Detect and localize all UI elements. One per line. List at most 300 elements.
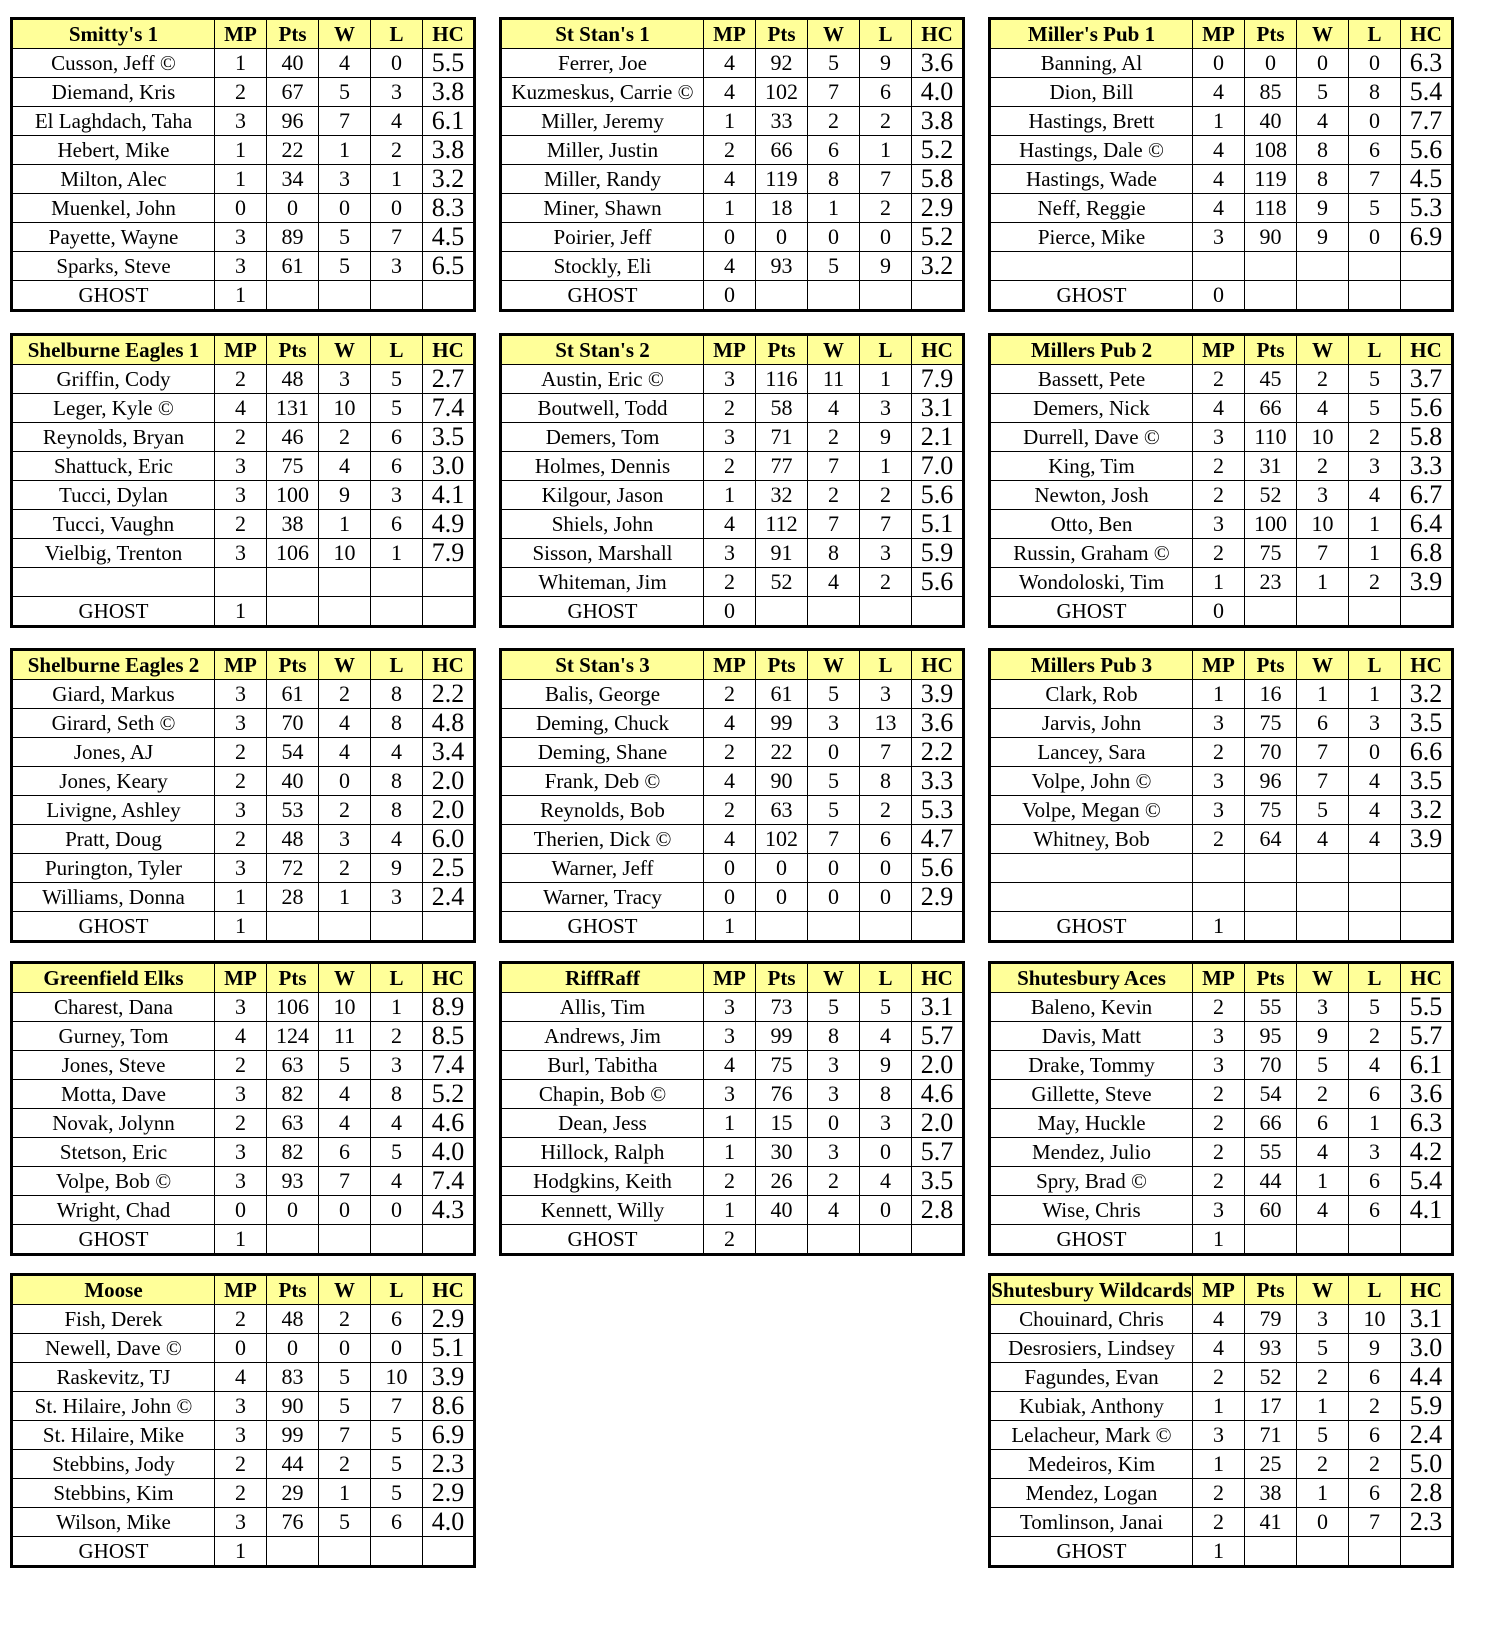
pts-cell: 75 <box>756 1051 808 1080</box>
player-row <box>990 1508 1453 1537</box>
pts-cell: 53 <box>267 796 319 825</box>
l-cell <box>860 912 912 942</box>
player-row <box>12 738 475 767</box>
player-row <box>501 825 964 854</box>
w-cell: 0 <box>319 1196 371 1225</box>
mp-cell: 3 <box>704 539 756 568</box>
pts-cell: 0 <box>1245 49 1297 78</box>
player-name: Wise, Chris <box>990 1196 1193 1225</box>
team-table-millers-pub-3 <box>988 648 1454 943</box>
player-name: Milton, Alec <box>12 165 215 194</box>
mp-cell: 1 <box>215 883 267 912</box>
mp-cell: 3 <box>215 680 267 709</box>
mp-cell: 2 <box>1193 1479 1245 1508</box>
w-cell: 11 <box>319 1022 371 1051</box>
pts-cell <box>756 1225 808 1255</box>
player-row <box>12 680 475 709</box>
l-cell: 8 <box>371 680 423 709</box>
mp-cell: 4 <box>704 709 756 738</box>
player-name: Austin, Eric © <box>501 365 704 394</box>
player-name: Jones, AJ <box>12 738 215 767</box>
w-cell: 0 <box>319 194 371 223</box>
l-cell <box>371 1537 423 1567</box>
column-header-mp: MP <box>704 19 756 49</box>
column-header-pts: Pts <box>756 650 808 680</box>
mp-cell: 2 <box>1193 1508 1245 1537</box>
player-row <box>990 1080 1453 1109</box>
player-row <box>990 1421 1453 1450</box>
pts-cell: 61 <box>756 680 808 709</box>
player-row <box>990 423 1453 452</box>
l-cell: 7 <box>1349 165 1401 194</box>
column-header-hc: HC <box>423 963 475 993</box>
player-name: Giard, Markus <box>12 680 215 709</box>
player-row <box>501 194 964 223</box>
hc-cell: 3.2 <box>912 252 964 281</box>
w-cell: 5 <box>808 993 860 1022</box>
player-name: GHOST <box>501 912 704 942</box>
hc-cell: 4.6 <box>912 1080 964 1109</box>
hc-cell <box>423 597 475 627</box>
hc-cell: 5.9 <box>1401 1392 1453 1421</box>
pts-cell: 85 <box>1245 78 1297 107</box>
w-cell <box>1297 597 1349 627</box>
pts-cell: 40 <box>267 767 319 796</box>
player-name: Hillock, Ralph <box>501 1138 704 1167</box>
mp-cell: 3 <box>1193 709 1245 738</box>
l-cell: 1 <box>860 136 912 165</box>
w-cell: 0 <box>1297 49 1349 78</box>
mp-cell: 2 <box>215 825 267 854</box>
column-header-w: W <box>319 1275 371 1305</box>
hc-cell: 8.9 <box>423 993 475 1022</box>
column-header-hc: HC <box>423 650 475 680</box>
mp-cell: 3 <box>215 1167 267 1196</box>
player-name: Kuzmeskus, Carrie © <box>501 78 704 107</box>
player-row <box>12 452 475 481</box>
hc-cell: 2.0 <box>912 1051 964 1080</box>
mp-cell: 4 <box>704 165 756 194</box>
l-cell <box>1349 1225 1401 1255</box>
w-cell: 2 <box>319 854 371 883</box>
hc-cell: 2.4 <box>423 883 475 912</box>
hc-cell <box>1401 1225 1453 1255</box>
w-cell: 3 <box>319 365 371 394</box>
hc-cell: 3.5 <box>423 423 475 452</box>
l-cell: 6 <box>1349 1167 1401 1196</box>
player-row <box>501 854 964 883</box>
player-row <box>501 912 964 942</box>
player-name: Newton, Josh <box>990 481 1193 510</box>
w-cell: 5 <box>319 223 371 252</box>
column-header-l: L <box>1349 650 1401 680</box>
player-row <box>12 1051 475 1080</box>
mp-cell: 1 <box>215 136 267 165</box>
hc-cell: 4.2 <box>1401 1138 1453 1167</box>
l-cell: 2 <box>860 194 912 223</box>
w-cell: 3 <box>808 1080 860 1109</box>
player-name: GHOST <box>990 1537 1193 1567</box>
mp-cell: 2 <box>215 1051 267 1080</box>
mp-cell: 0 <box>704 597 756 627</box>
l-cell: 3 <box>860 394 912 423</box>
pts-cell: 100 <box>267 481 319 510</box>
mp-cell <box>1193 252 1245 281</box>
hc-cell: 6.7 <box>1401 481 1453 510</box>
player-row <box>990 912 1453 942</box>
l-cell: 10 <box>1349 1305 1401 1334</box>
pts-cell: 15 <box>756 1109 808 1138</box>
pts-cell <box>1245 252 1297 281</box>
player-row <box>990 854 1453 883</box>
w-cell: 0 <box>808 1109 860 1138</box>
player-row <box>990 796 1453 825</box>
hc-cell: 3.1 <box>912 394 964 423</box>
l-cell: 0 <box>1349 49 1401 78</box>
hc-cell: 3.6 <box>912 49 964 78</box>
column-header-mp: MP <box>215 335 267 365</box>
mp-cell: 3 <box>215 452 267 481</box>
l-cell: 9 <box>860 1051 912 1080</box>
w-cell: 2 <box>808 107 860 136</box>
team-name: Millers Pub 2 <box>990 335 1193 365</box>
player-row <box>990 539 1453 568</box>
l-cell: 0 <box>860 883 912 912</box>
l-cell: 6 <box>1349 1421 1401 1450</box>
pts-cell: 54 <box>1245 1080 1297 1109</box>
player-row <box>12 223 475 252</box>
column-header-l: L <box>860 650 912 680</box>
player-row <box>990 1225 1453 1255</box>
pts-cell: 40 <box>267 49 319 78</box>
player-row <box>990 1167 1453 1196</box>
player-row <box>12 709 475 738</box>
player-row <box>501 394 964 423</box>
player-name: Sparks, Steve <box>12 252 215 281</box>
pts-cell: 90 <box>267 1392 319 1421</box>
mp-cell: 3 <box>704 1080 756 1109</box>
hc-cell: 6.4 <box>1401 510 1453 539</box>
l-cell: 5 <box>371 1450 423 1479</box>
w-cell <box>319 912 371 942</box>
pts-cell: 102 <box>756 78 808 107</box>
pts-cell: 124 <box>267 1022 319 1051</box>
mp-cell: 2 <box>215 1450 267 1479</box>
mp-cell: 0 <box>215 1334 267 1363</box>
w-cell: 7 <box>808 825 860 854</box>
column-header-l: L <box>1349 19 1401 49</box>
player-row <box>501 252 964 281</box>
player-name: Jarvis, John <box>990 709 1193 738</box>
player-row <box>501 510 964 539</box>
l-cell: 0 <box>1349 738 1401 767</box>
mp-cell: 2 <box>215 365 267 394</box>
mp-cell: 2 <box>215 1109 267 1138</box>
player-row <box>501 993 964 1022</box>
mp-cell: 2 <box>215 738 267 767</box>
mp-cell: 3 <box>215 796 267 825</box>
player-name <box>990 854 1193 883</box>
pts-cell: 89 <box>267 223 319 252</box>
mp-cell: 2 <box>1193 365 1245 394</box>
pts-cell: 66 <box>756 136 808 165</box>
mp-cell: 1 <box>215 49 267 78</box>
w-cell: 10 <box>319 394 371 423</box>
hc-cell: 5.6 <box>912 568 964 597</box>
player-row <box>12 883 475 912</box>
column-header-hc: HC <box>1401 963 1453 993</box>
w-cell: 7 <box>1297 738 1349 767</box>
hc-cell: 3.5 <box>1401 709 1453 738</box>
l-cell: 5 <box>1349 194 1401 223</box>
w-cell: 9 <box>1297 223 1349 252</box>
player-name: Fagundes, Evan <box>990 1363 1193 1392</box>
pts-cell: 55 <box>1245 993 1297 1022</box>
player-row <box>12 1334 475 1363</box>
hc-cell: 5.0 <box>1401 1450 1453 1479</box>
player-name: GHOST <box>12 1225 215 1255</box>
w-cell: 5 <box>319 1051 371 1080</box>
w-cell: 4 <box>808 568 860 597</box>
hc-cell: 3.0 <box>1401 1334 1453 1363</box>
player-row <box>501 1080 964 1109</box>
hc-cell: 5.2 <box>912 223 964 252</box>
pts-cell: 77 <box>756 452 808 481</box>
w-cell: 9 <box>319 481 371 510</box>
l-cell: 4 <box>371 107 423 136</box>
mp-cell: 4 <box>1193 194 1245 223</box>
mp-cell: 2 <box>1193 825 1245 854</box>
w-cell: 10 <box>1297 510 1349 539</box>
w-cell: 1 <box>1297 568 1349 597</box>
team-name: Greenfield Elks <box>12 963 215 993</box>
w-cell: 1 <box>808 194 860 223</box>
player-row <box>12 107 475 136</box>
l-cell: 5 <box>1349 993 1401 1022</box>
player-row <box>501 767 964 796</box>
pts-cell: 92 <box>756 49 808 78</box>
column-header-w: W <box>1297 650 1349 680</box>
w-cell: 9 <box>1297 194 1349 223</box>
hc-cell <box>912 281 964 311</box>
player-name: Burl, Tabitha <box>501 1051 704 1080</box>
pts-cell <box>267 597 319 627</box>
hc-cell: 3.9 <box>1401 568 1453 597</box>
player-name: Allis, Tim <box>501 993 704 1022</box>
mp-cell: 4 <box>215 394 267 423</box>
pts-cell: 83 <box>267 1363 319 1392</box>
team-table-riffraff <box>499 961 965 1256</box>
player-row <box>501 1051 964 1080</box>
player-row <box>501 365 964 394</box>
w-cell: 5 <box>808 767 860 796</box>
mp-cell: 3 <box>704 1022 756 1051</box>
player-name: Demers, Tom <box>501 423 704 452</box>
w-cell: 3 <box>1297 481 1349 510</box>
player-name: Kilgour, Jason <box>501 481 704 510</box>
player-name: GHOST <box>990 281 1193 311</box>
hc-cell: 3.9 <box>423 1363 475 1392</box>
hc-cell: 3.6 <box>912 709 964 738</box>
column-header-mp: MP <box>215 650 267 680</box>
hc-cell <box>1401 281 1453 311</box>
hc-cell: 6.3 <box>1401 49 1453 78</box>
player-name: GHOST <box>12 1537 215 1567</box>
w-cell: 2 <box>319 1305 371 1334</box>
l-cell: 7 <box>860 738 912 767</box>
hc-cell: 3.4 <box>423 738 475 767</box>
w-cell: 3 <box>808 709 860 738</box>
player-row <box>501 1022 964 1051</box>
pts-cell: 32 <box>756 481 808 510</box>
pts-cell: 90 <box>1245 223 1297 252</box>
mp-cell: 4 <box>704 78 756 107</box>
pts-cell: 31 <box>1245 452 1297 481</box>
player-name: Gillette, Steve <box>990 1080 1193 1109</box>
player-row <box>12 767 475 796</box>
player-name: Girard, Seth © <box>12 709 215 738</box>
hc-cell: 3.9 <box>1401 825 1453 854</box>
player-name: St. Hilaire, Mike <box>12 1421 215 1450</box>
l-cell: 8 <box>860 767 912 796</box>
player-name: Hastings, Dale © <box>990 136 1193 165</box>
w-cell: 3 <box>808 1138 860 1167</box>
w-cell: 7 <box>808 78 860 107</box>
l-cell: 6 <box>1349 1479 1401 1508</box>
column-header-mp: MP <box>704 963 756 993</box>
player-name: Deming, Chuck <box>501 709 704 738</box>
mp-cell: 3 <box>1193 767 1245 796</box>
column-header-w: W <box>808 963 860 993</box>
pts-cell: 0 <box>756 223 808 252</box>
hc-cell: 3.2 <box>423 165 475 194</box>
column-header-w: W <box>319 963 371 993</box>
player-name: GHOST <box>990 597 1193 627</box>
player-name: Miller, Justin <box>501 136 704 165</box>
mp-cell: 4 <box>1193 1334 1245 1363</box>
w-cell: 1 <box>319 1479 371 1508</box>
l-cell: 2 <box>860 107 912 136</box>
hc-cell: 3.0 <box>423 452 475 481</box>
hc-cell: 8.3 <box>423 194 475 223</box>
w-cell: 11 <box>808 365 860 394</box>
player-row <box>12 1109 475 1138</box>
hc-cell: 2.3 <box>1401 1508 1453 1537</box>
player-row <box>12 1225 475 1255</box>
player-name: GHOST <box>12 597 215 627</box>
mp-cell: 1 <box>704 1109 756 1138</box>
column-header-hc: HC <box>423 335 475 365</box>
hc-cell: 3.2 <box>1401 796 1453 825</box>
pts-cell: 52 <box>1245 1363 1297 1392</box>
player-name: Motta, Dave <box>12 1080 215 1109</box>
mp-cell: 1 <box>1193 1392 1245 1421</box>
hc-cell: 2.9 <box>423 1305 475 1334</box>
w-cell: 1 <box>1297 1479 1349 1508</box>
w-cell: 2 <box>1297 1363 1349 1392</box>
pts-cell: 66 <box>1245 394 1297 423</box>
pts-cell: 119 <box>1245 165 1297 194</box>
team-name: St Stan's 3 <box>501 650 704 680</box>
mp-cell: 3 <box>215 539 267 568</box>
pts-cell: 28 <box>267 883 319 912</box>
hc-cell <box>1401 252 1453 281</box>
player-name: GHOST <box>501 281 704 311</box>
team-name: Miller's Pub 1 <box>990 19 1193 49</box>
hc-cell: 4.5 <box>1401 165 1453 194</box>
pts-cell: 131 <box>267 394 319 423</box>
column-header-mp: MP <box>1193 1275 1245 1305</box>
l-cell: 3 <box>371 481 423 510</box>
column-header-pts: Pts <box>267 1275 319 1305</box>
column-header-hc: HC <box>1401 335 1453 365</box>
w-cell <box>1297 281 1349 311</box>
column-header-hc: HC <box>912 19 964 49</box>
player-name: Diemand, Kris <box>12 78 215 107</box>
team-table-shelburne-eagles-2 <box>10 648 476 943</box>
player-name: Shiels, John <box>501 510 704 539</box>
pts-cell: 71 <box>1245 1421 1297 1450</box>
l-cell: 5 <box>371 1479 423 1508</box>
hc-cell: 6.9 <box>1401 223 1453 252</box>
hc-cell: 5.1 <box>912 510 964 539</box>
l-cell: 6 <box>1349 1196 1401 1225</box>
mp-cell: 1 <box>704 1196 756 1225</box>
player-name: Livigne, Ashley <box>12 796 215 825</box>
pts-cell: 0 <box>267 1196 319 1225</box>
mp-cell: 3 <box>215 107 267 136</box>
player-row <box>990 194 1453 223</box>
player-name: Pierce, Mike <box>990 223 1193 252</box>
player-name: Banning, Al <box>990 49 1193 78</box>
pts-cell: 54 <box>267 738 319 767</box>
l-cell: 0 <box>860 1138 912 1167</box>
mp-cell: 2 <box>704 136 756 165</box>
w-cell: 10 <box>319 539 371 568</box>
player-name: Volpe, Megan © <box>990 796 1193 825</box>
hc-cell: 2.5 <box>423 854 475 883</box>
l-cell <box>860 597 912 627</box>
player-row <box>990 1051 1453 1080</box>
l-cell: 0 <box>860 223 912 252</box>
hc-cell: 5.6 <box>912 854 964 883</box>
pts-cell <box>267 912 319 942</box>
player-row <box>501 1138 964 1167</box>
player-row <box>990 165 1453 194</box>
pts-cell: 61 <box>267 252 319 281</box>
w-cell: 2 <box>808 423 860 452</box>
player-name: Wright, Chad <box>12 1196 215 1225</box>
column-header-l: L <box>371 335 423 365</box>
team-table-shelburne-eagles-1 <box>10 333 476 628</box>
hc-cell: 3.8 <box>423 78 475 107</box>
l-cell: 2 <box>1349 1450 1401 1479</box>
player-row <box>990 597 1453 627</box>
column-header-hc: HC <box>1401 19 1453 49</box>
mp-cell: 2 <box>215 1479 267 1508</box>
column-header-w: W <box>1297 335 1349 365</box>
mp-cell: 3 <box>215 481 267 510</box>
l-cell: 7 <box>860 165 912 194</box>
w-cell: 4 <box>808 394 860 423</box>
player-name: Lelacheur, Mark © <box>990 1421 1193 1450</box>
player-row <box>990 1363 1453 1392</box>
w-cell: 2 <box>319 796 371 825</box>
l-cell: 9 <box>371 854 423 883</box>
l-cell: 1 <box>860 365 912 394</box>
l-cell: 3 <box>1349 1138 1401 1167</box>
player-name: GHOST <box>501 597 704 627</box>
